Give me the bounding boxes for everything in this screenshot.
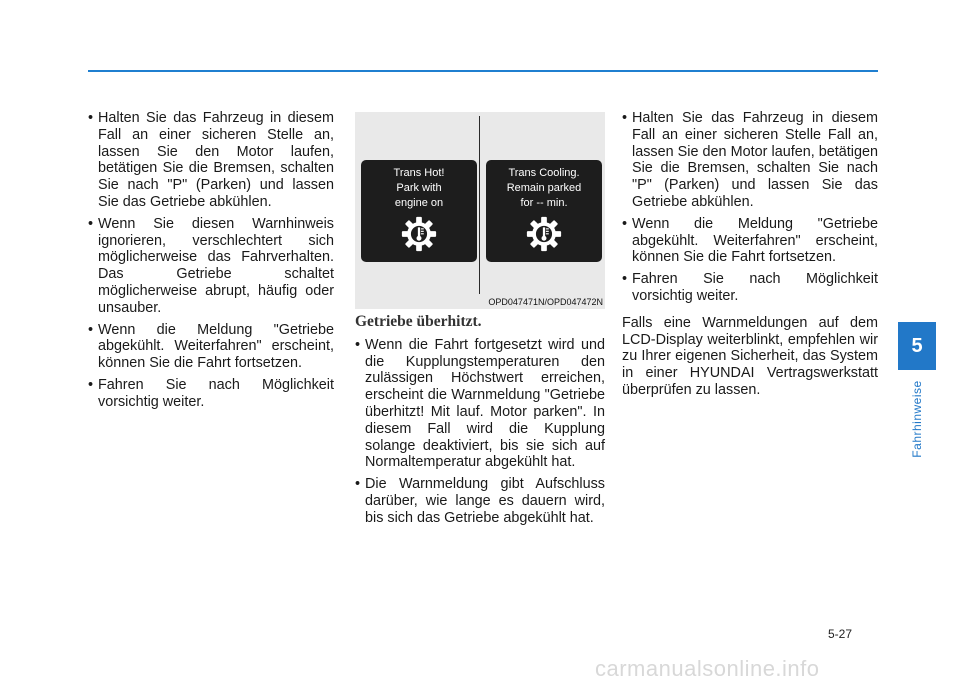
- section-heading: Getriebe überhitzt.: [355, 313, 482, 330]
- column-right: [622, 110, 878, 399]
- watermark: carmanualsonline.info: [595, 656, 820, 681]
- column-left: [88, 110, 334, 416]
- bullet-list: [622, 110, 878, 305]
- panel-line: Remain parked: [506, 182, 582, 194]
- chapter-tab[interactable]: 5: [898, 322, 936, 370]
- list-item: • Wenn die Meldung "Getriebe abgekühlt. Weiterfahren" erscheint, können Sie die Fahrt fortsetzen.: [88, 322, 334, 372]
- top-rule: [88, 70, 878, 72]
- trans-cooling-panel: [486, 160, 602, 262]
- panel-line: Park with: [396, 182, 442, 194]
- list-item: • Fahren Sie nach Möglichkeit vorsichtig weiter.: [88, 377, 334, 411]
- panel-message: [361, 166, 477, 211]
- bullet-list: [88, 110, 334, 411]
- transmission-temperature-gear-icon: [400, 215, 438, 253]
- figure-caption: OPD047471N/OPD047472N: [488, 297, 603, 307]
- panel-line: Trans Hot!: [393, 167, 445, 179]
- warning-paragraph: Falls eine Warnmeldungen auf dem LCD-Display weiterblinkt, empfehlen wir zu Ihrer eigenen Sicherheit, das System in einer HYUNDAI Vertragswerkstatt überprüfen zu lassen.: [622, 314, 878, 398]
- panel-line: for -- min.: [520, 197, 568, 209]
- list-item: • Wenn die Meldung "Getriebe abgekühlt. Weiterfahren" erscheint, können Sie die Fahrt fortsetzen.: [622, 216, 878, 266]
- list-item: • Wenn die Fahrt fortgesetzt wird und die Kupplungstemperaturen den zulässigen Höchstwert erreichen, erscheint die Warnmeldung "Getriebe überhitzt! Mit lauf. Motor parken". In diesem Fall wird die Kupplung solange deaktiviert, bis sie sich auf Normaltemperatur abgekühlt hat.: [355, 337, 605, 471]
- list-item: • Die Warnmeldung gibt Aufschluss darüber, wie lange es dauern wird, bis sich das Getriebe abgekühlt hat.: [355, 476, 605, 526]
- warning-display-figure: [355, 112, 605, 309]
- bullet-list: [355, 337, 605, 527]
- figure-divider: [479, 116, 480, 294]
- list-item: • Halten Sie das Fahrzeug in diesem Fall an einer sicheren Stelle an, lassen Sie den Motor laufen, betätigen Sie die Bremsen, schalten Sie nach "P" (Parken) und lassen Sie das Getriebe abkühlen.: [88, 110, 334, 211]
- panel-message: [486, 166, 602, 211]
- page-number: 5-27: [828, 627, 853, 641]
- chapter-label: [898, 376, 936, 462]
- chapter-label-text: Fahrhinweise: [910, 380, 924, 458]
- list-item: • Fahren Sie nach Möglichkeit vorsichtig weiter.: [622, 271, 878, 305]
- list-item: • Wenn Sie diesen Warnhinweis ignorieren, verschlechtert sich möglicherweise das Fahrverhalten. Das Getriebe schaltet möglicherweise abrupt, häufig oder unsauber.: [88, 216, 334, 317]
- trans-hot-panel: [361, 160, 477, 262]
- column-middle: [355, 314, 605, 532]
- panel-line: engine on: [394, 197, 444, 209]
- panel-line: Trans Cooling.: [508, 167, 580, 179]
- transmission-temperature-gear-icon: [525, 215, 563, 253]
- list-item: • Halten Sie das Fahrzeug in diesem Fall an einer sicheren Stelle Fall an, lassen Sie den Motor laufen, betätigen Sie die Bremsen, schalten Sie nach "P" (Parken) und lassen Sie das Getriebe abkühlen.: [622, 110, 878, 211]
